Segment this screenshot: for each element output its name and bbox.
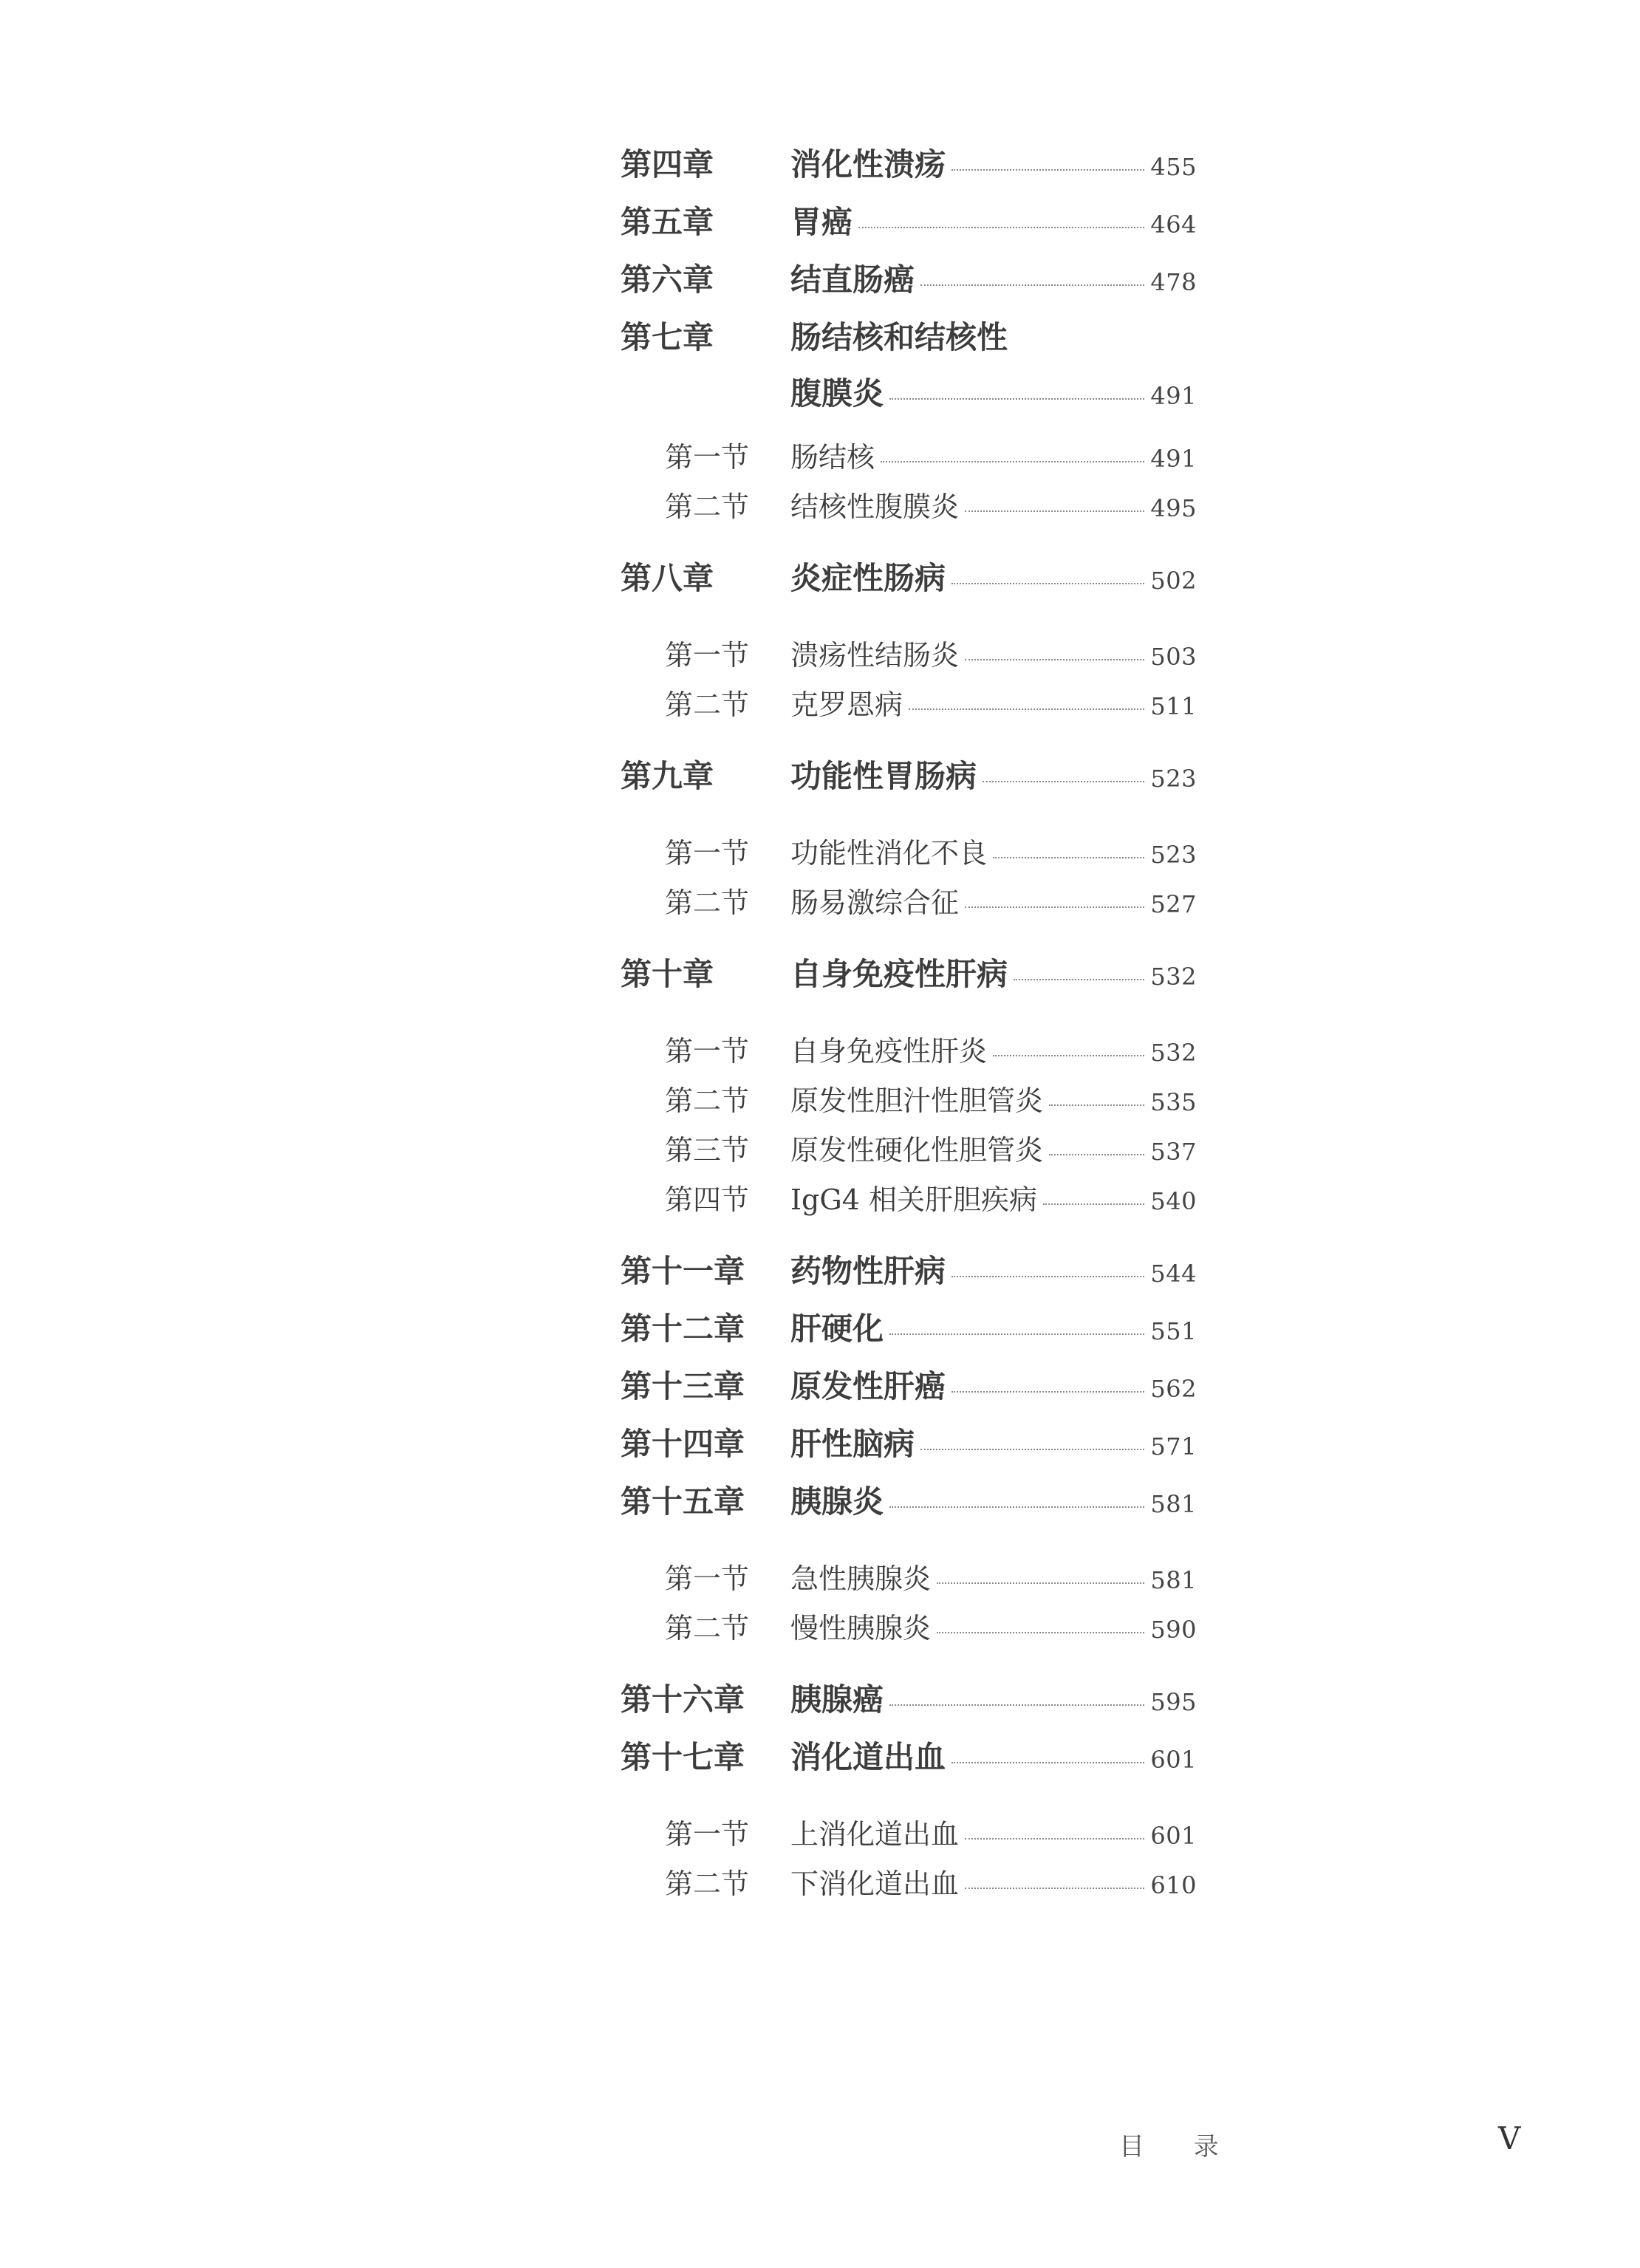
section-label: 第二节 bbox=[665, 887, 750, 919]
chapter-title: 肝硬化 bbox=[790, 1311, 884, 1347]
page-number-ref: 523 bbox=[1150, 841, 1197, 869]
section-title: 克罗恩病 bbox=[790, 689, 903, 721]
chapter-label: 第十章 bbox=[621, 956, 714, 992]
chapter-label: 第十六章 bbox=[621, 1681, 745, 1718]
page-number-ref: 595 bbox=[1150, 1688, 1197, 1716]
toc-chapter-entry[interactable] bbox=[621, 1247, 1197, 1305]
page-number-ref: 455 bbox=[1150, 153, 1197, 181]
chapter-label: 第十一章 bbox=[621, 1253, 745, 1289]
chapter-title: 肝性脑病 bbox=[790, 1426, 915, 1462]
dot-leader bbox=[965, 1888, 1144, 1889]
dot-leader bbox=[965, 1838, 1144, 1840]
chapter-title-block bbox=[790, 313, 1197, 414]
toc-chapter-entry[interactable] bbox=[621, 752, 1197, 810]
dot-leader bbox=[881, 461, 1144, 462]
toc-chapter-entry[interactable] bbox=[621, 140, 1197, 198]
toc-section-entry[interactable] bbox=[621, 1127, 1197, 1177]
page-number-ref: 532 bbox=[1150, 1039, 1197, 1067]
section-title: 急性胰腺炎 bbox=[790, 1562, 932, 1595]
chapter-title: 结直肠癌 bbox=[790, 262, 915, 298]
page-number-ref: 571 bbox=[1150, 1432, 1197, 1461]
page-number-ref: 540 bbox=[1150, 1187, 1197, 1215]
toc-section-entry[interactable] bbox=[621, 1605, 1197, 1655]
dot-leader bbox=[951, 1762, 1144, 1763]
page-number-ref: 491 bbox=[1150, 382, 1197, 410]
chapter-title-continued bbox=[790, 369, 1197, 414]
dot-leader bbox=[1049, 1154, 1144, 1155]
chapter-title: 胃癌 bbox=[790, 204, 853, 240]
page-number-ref: 601 bbox=[1150, 1746, 1197, 1774]
section-title: 原发性硬化性胆管炎 bbox=[790, 1134, 1044, 1167]
dot-leader bbox=[951, 1276, 1144, 1277]
dot-leader bbox=[965, 659, 1144, 660]
section-label: 第一节 bbox=[665, 1818, 750, 1851]
dot-leader bbox=[889, 1506, 1144, 1508]
toc-chapter-entry[interactable] bbox=[621, 950, 1197, 1008]
dot-leader bbox=[951, 169, 1144, 171]
dot-leader bbox=[909, 708, 1144, 710]
toc-section-entry[interactable] bbox=[621, 484, 1197, 533]
dot-leader bbox=[951, 583, 1144, 584]
chapter-label: 第四章 bbox=[621, 146, 714, 182]
dot-leader bbox=[1014, 979, 1144, 980]
dot-leader bbox=[889, 1333, 1144, 1335]
page-number-ref: 581 bbox=[1150, 1566, 1197, 1594]
chapter-label: 第七章 bbox=[621, 319, 714, 355]
running-footer-title: 目 录 bbox=[1119, 2132, 1240, 2162]
chapter-title: 胰腺癌 bbox=[790, 1681, 884, 1718]
page-number-ref: 544 bbox=[1150, 1260, 1197, 1288]
section-title: 下消化道出血 bbox=[790, 1868, 960, 1900]
dot-leader bbox=[889, 1704, 1144, 1706]
page-number: V bbox=[1498, 2120, 1521, 2156]
chapter-label: 第九章 bbox=[621, 758, 714, 794]
page-number-ref: 502 bbox=[1150, 567, 1197, 595]
chapter-title: 功能性胃肠病 bbox=[790, 758, 977, 794]
dot-leader bbox=[920, 1449, 1144, 1450]
toc-chapter-entry[interactable] bbox=[621, 1676, 1197, 1733]
section-label: 第一节 bbox=[665, 1562, 750, 1595]
table-of-contents bbox=[621, 140, 1197, 1910]
toc-section-entry[interactable] bbox=[621, 434, 1197, 484]
dot-leader bbox=[993, 857, 1144, 858]
toc-section-entry[interactable] bbox=[621, 632, 1197, 682]
toc-chapter-entry[interactable] bbox=[621, 1362, 1197, 1420]
dot-leader bbox=[1043, 1203, 1144, 1205]
chapter-label: 第五章 bbox=[621, 204, 714, 240]
page-number-ref: 562 bbox=[1150, 1375, 1197, 1403]
toc-chapter-entry[interactable] bbox=[621, 1420, 1197, 1478]
chapter-label: 第十七章 bbox=[621, 1739, 745, 1775]
page-number-ref: 601 bbox=[1150, 1822, 1197, 1850]
page-number-ref: 523 bbox=[1150, 765, 1197, 793]
section-label: 第三节 bbox=[665, 1134, 750, 1167]
section-label: 第一节 bbox=[665, 837, 750, 870]
section-title: 自身免疫性肝炎 bbox=[790, 1035, 988, 1068]
section-title: 肠结核 bbox=[790, 441, 875, 474]
page-number-ref: 551 bbox=[1150, 1317, 1197, 1345]
page-number-ref: 535 bbox=[1150, 1088, 1197, 1116]
section-label: 第一节 bbox=[665, 639, 750, 672]
section-label: 第二节 bbox=[665, 1612, 750, 1644]
page-number-ref: 537 bbox=[1150, 1138, 1197, 1166]
dot-leader bbox=[993, 1055, 1144, 1056]
section-title: 结核性腹膜炎 bbox=[790, 491, 960, 523]
page-number-ref: 495 bbox=[1150, 494, 1197, 522]
toc-section-entry[interactable] bbox=[621, 1811, 1197, 1861]
chapter-title: 肠结核和结核性 bbox=[790, 319, 1008, 355]
page-number-ref: 532 bbox=[1150, 963, 1197, 991]
chapter-title: 自身免疫性肝病 bbox=[790, 956, 1008, 992]
chapter-title: 消化性溃疡 bbox=[790, 146, 946, 182]
page-number-ref: 610 bbox=[1150, 1871, 1197, 1899]
toc-section-entry[interactable] bbox=[621, 830, 1197, 880]
dot-leader bbox=[951, 1391, 1144, 1393]
dot-leader bbox=[983, 781, 1144, 782]
section-label: 第二节 bbox=[665, 1868, 750, 1900]
toc-section-entry[interactable] bbox=[621, 880, 1197, 929]
section-title: 慢性胰腺炎 bbox=[790, 1612, 932, 1644]
toc-chapter-entry[interactable] bbox=[621, 554, 1197, 612]
section-label: 第二节 bbox=[665, 1085, 750, 1117]
dot-leader bbox=[1049, 1104, 1144, 1106]
chapter-title: 药物性肝病 bbox=[790, 1253, 946, 1289]
page-number-ref: 511 bbox=[1150, 692, 1197, 720]
toc-section-entry[interactable] bbox=[621, 1078, 1197, 1127]
chapter-label: 第十四章 bbox=[621, 1426, 745, 1462]
section-title: 原发性胆汁性胆管炎 bbox=[790, 1085, 1044, 1117]
dot-leader bbox=[965, 510, 1144, 512]
section-label: 第一节 bbox=[665, 441, 750, 474]
section-label: 第四节 bbox=[665, 1183, 750, 1216]
section-title: 功能性消化不良 bbox=[790, 837, 988, 870]
toc-section-entry[interactable] bbox=[621, 682, 1197, 731]
dot-leader bbox=[920, 284, 1144, 286]
dot-leader bbox=[858, 227, 1144, 228]
toc-chapter-entry[interactable] bbox=[621, 198, 1197, 256]
toc-chapter-entry[interactable] bbox=[621, 1733, 1197, 1791]
chapter-title: 原发性肝癌 bbox=[790, 1368, 946, 1404]
dot-leader bbox=[889, 398, 1144, 400]
chapter-label: 第六章 bbox=[621, 262, 714, 298]
page-number-ref: 478 bbox=[1150, 268, 1197, 296]
toc-chapter-entry[interactable] bbox=[621, 1478, 1197, 1535]
section-label: 第一节 bbox=[665, 1035, 750, 1068]
section-title: 溃疡性结肠炎 bbox=[790, 639, 960, 672]
chapter-title: 炎症性肠病 bbox=[790, 560, 946, 596]
toc-section-entry[interactable] bbox=[621, 1177, 1197, 1226]
toc-chapter-entry[interactable] bbox=[621, 256, 1197, 313]
chapter-title-line2: 腹膜炎 bbox=[790, 375, 884, 411]
chapter-label: 第十三章 bbox=[621, 1368, 745, 1404]
section-title: 肠易激综合征 bbox=[790, 887, 960, 919]
dot-leader bbox=[937, 1582, 1144, 1584]
section-label: 第二节 bbox=[665, 491, 750, 523]
dot-leader bbox=[937, 1632, 1144, 1633]
page-number-ref: 503 bbox=[1150, 643, 1197, 671]
chapter-label: 第十二章 bbox=[621, 1311, 745, 1347]
section-label: 第二节 bbox=[665, 689, 750, 721]
page-number-ref: 581 bbox=[1150, 1490, 1197, 1518]
dot-leader bbox=[965, 906, 1144, 908]
page-number-ref: 590 bbox=[1150, 1616, 1197, 1644]
page-number-ref: 464 bbox=[1150, 211, 1197, 239]
toc-section-entry[interactable] bbox=[621, 1028, 1197, 1078]
chapter-label: 第八章 bbox=[621, 560, 714, 596]
toc-chapter-entry[interactable] bbox=[621, 1305, 1197, 1362]
section-title: IgG4 相关肝胆疾病 bbox=[790, 1183, 1037, 1216]
toc-section-entry[interactable] bbox=[621, 1861, 1197, 1910]
chapter-title: 胰腺炎 bbox=[790, 1483, 884, 1520]
toc-chapter-entry[interactable] bbox=[621, 313, 1197, 414]
chapter-title: 消化道出血 bbox=[790, 1739, 946, 1775]
page-number-ref: 491 bbox=[1150, 445, 1197, 473]
toc-section-entry[interactable] bbox=[621, 1556, 1197, 1605]
section-title: 上消化道出血 bbox=[790, 1818, 960, 1851]
page-number-ref: 527 bbox=[1150, 890, 1197, 918]
chapter-label: 第十五章 bbox=[621, 1483, 745, 1520]
